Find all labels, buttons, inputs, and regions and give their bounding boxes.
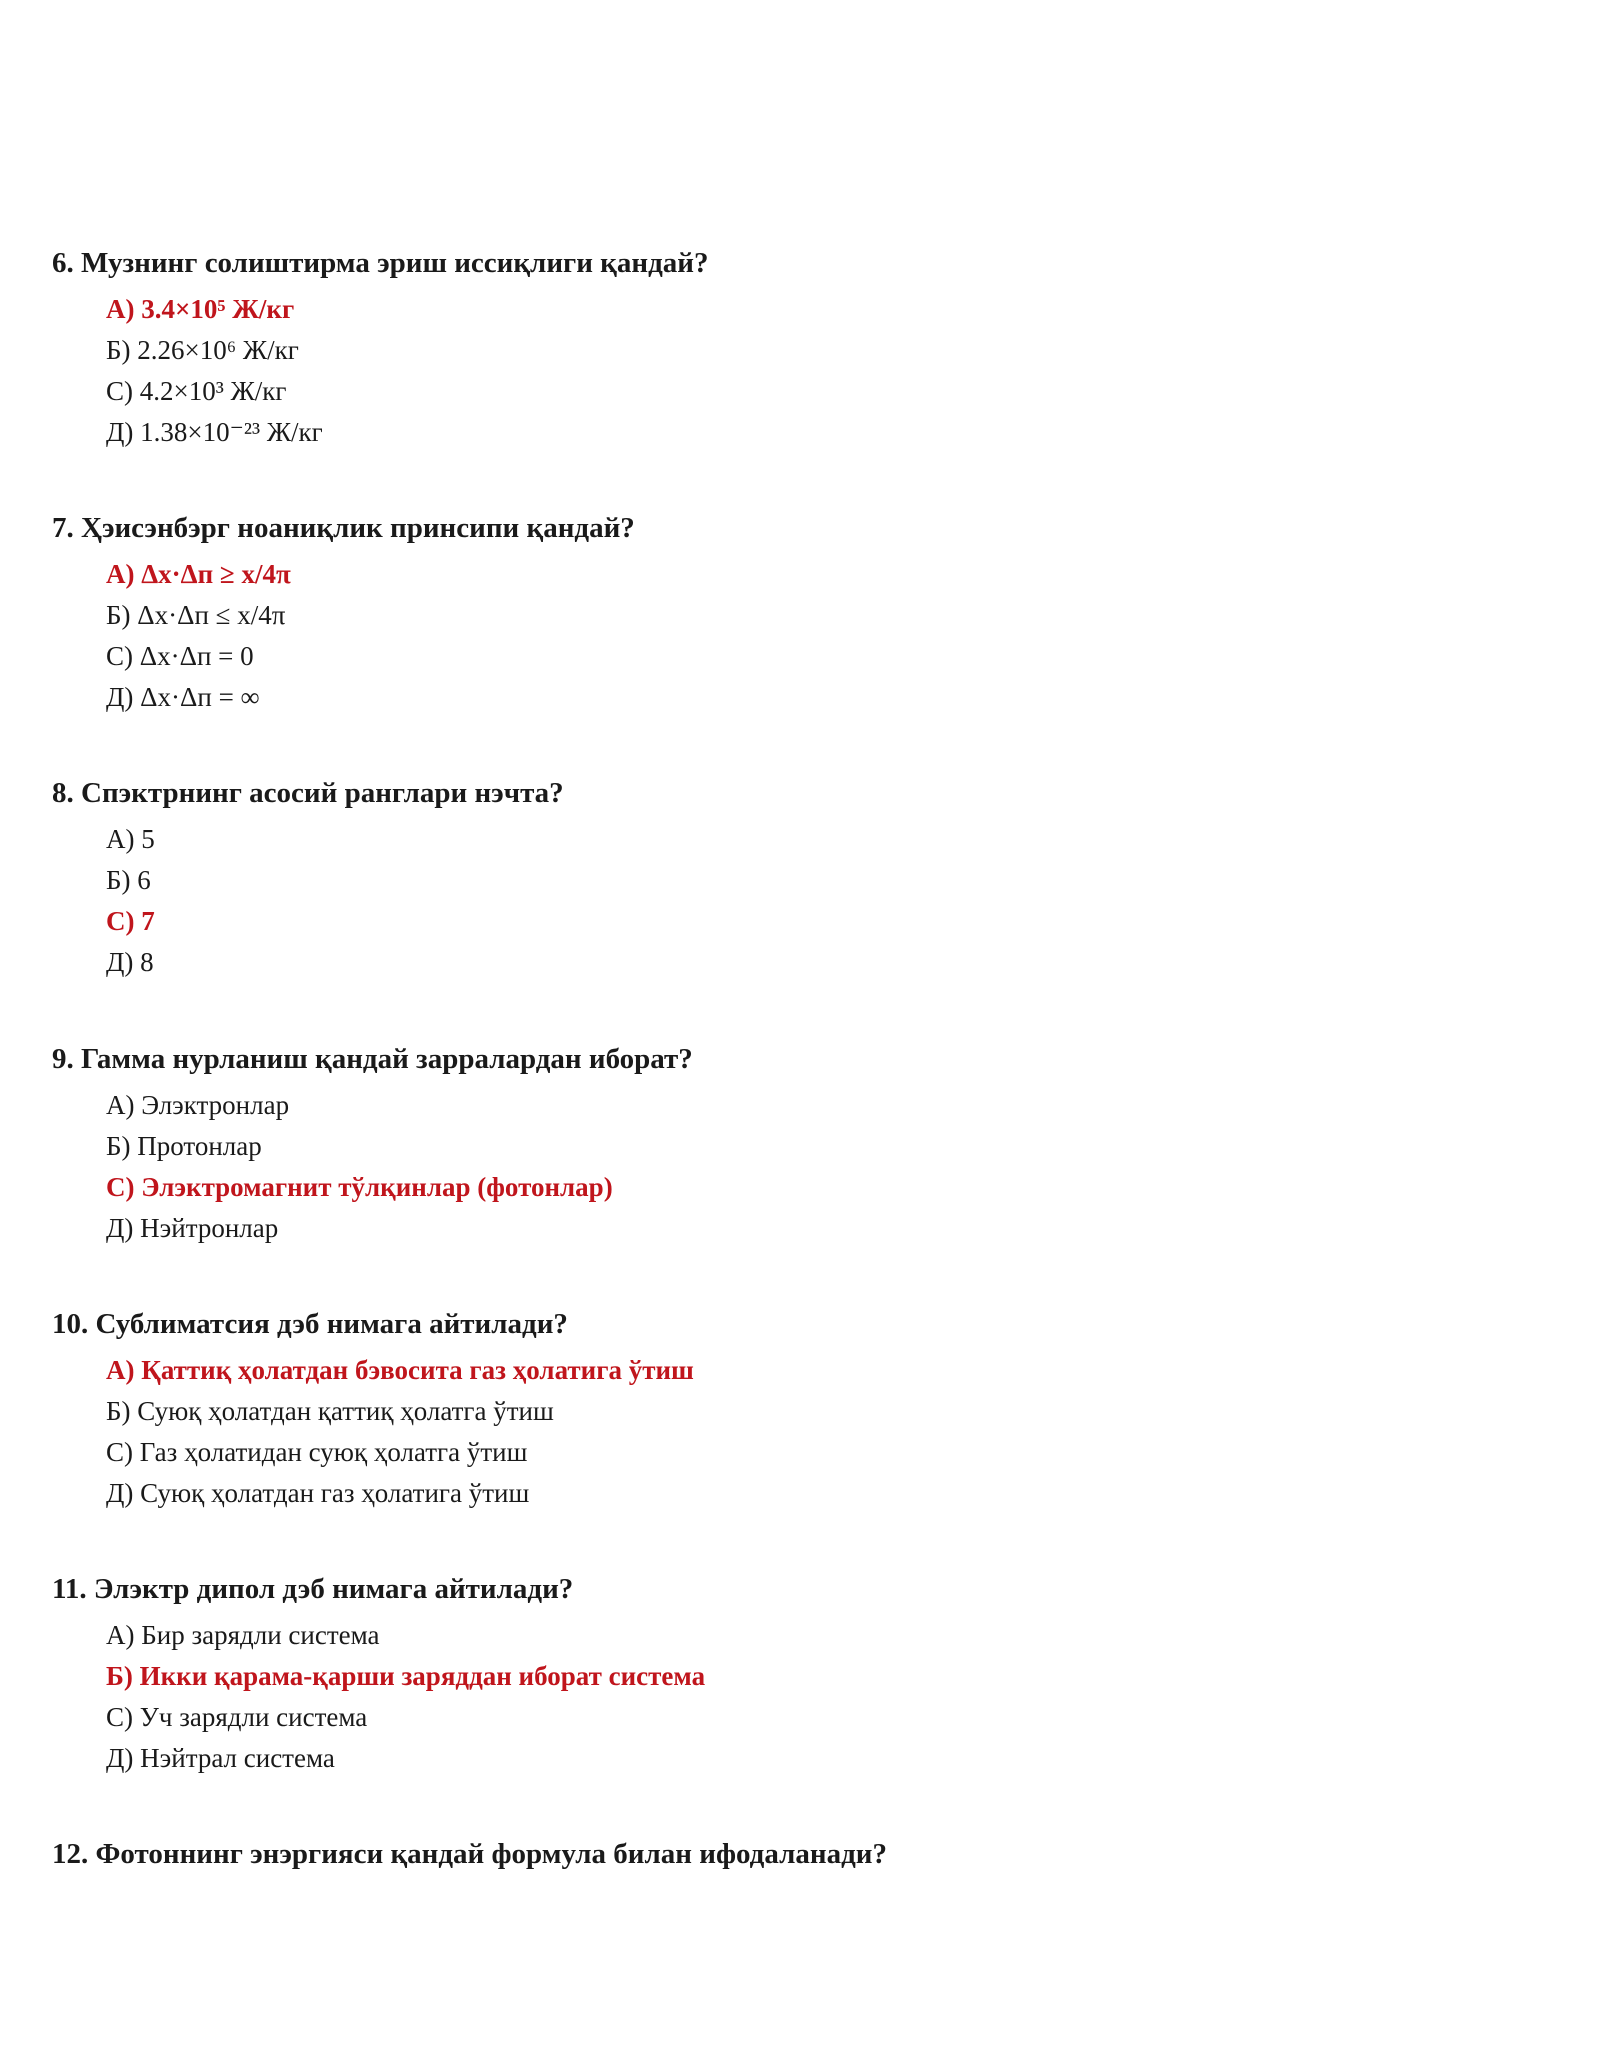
question-7 bbox=[52, 508, 1552, 718]
question-12 bbox=[52, 1834, 1552, 1874]
question-title: 12. Фотоннинг энэргияси қандай формула билан ифодаланади? bbox=[52, 1838, 887, 1870]
answer-option: Д) 8 bbox=[106, 947, 154, 977]
answer-option: С) 4.2×10³ Ж/кг bbox=[106, 376, 287, 406]
question-6 bbox=[52, 243, 1552, 453]
answer-option: А) Қаттиқ ҳолатдан бэвосита газ ҳолатига ўтиш bbox=[106, 1355, 694, 1385]
answer-option: С) Газ ҳолатидан суюқ ҳолатга ўтиш bbox=[106, 1437, 528, 1467]
answer-option: А) 3.4×10⁵ Ж/кг bbox=[106, 294, 295, 324]
answer-option: Д) 1.38×10⁻²³ Ж/кг bbox=[106, 417, 323, 447]
answer-option: Б) Протонлар bbox=[106, 1131, 262, 1161]
question-title: 10. Сублиматсия дэб нимага айтилади? bbox=[52, 1308, 568, 1340]
answer-option: С) Элэктромагнит тўлқинлар (фотонлар) bbox=[106, 1172, 613, 1202]
answer-option: А) Элэктронлар bbox=[106, 1090, 290, 1120]
answer-option: Б) Δх·Δп ≤ х/4π bbox=[106, 600, 286, 630]
question-9 bbox=[52, 1039, 1552, 1249]
question-title: 8. Спэктрнинг асосий ранглари нэчта? bbox=[52, 777, 564, 809]
question-title: 6. Музнинг солиштирма эриш иссиқлиги қандай? bbox=[52, 247, 709, 279]
answer-option: Д) Δх·Δп = ∞ bbox=[106, 682, 260, 712]
answer-option: Д) Нэйтрал система bbox=[106, 1743, 335, 1773]
question-title: 7. Ҳэисэнбэрг ноаниқлик принсипи қандай? bbox=[52, 512, 635, 544]
answer-option: Б) Суюқ ҳолатдан қаттиқ ҳолатга ўтиш bbox=[106, 1396, 554, 1426]
answer-options bbox=[106, 1085, 1552, 1249]
question-title: 9. Гамма нурланиш қандай зарралардан иборат? bbox=[52, 1043, 693, 1075]
answer-option: С) 7 bbox=[106, 906, 155, 936]
answer-option: Б) 6 bbox=[106, 865, 151, 895]
answer-options bbox=[106, 1615, 1552, 1779]
answer-option: Д) Нэйтронлар bbox=[106, 1213, 279, 1243]
answer-option: А) Бир зарядли система bbox=[106, 1620, 380, 1650]
question-8 bbox=[52, 773, 1552, 983]
answer-options bbox=[106, 554, 1552, 718]
answer-options bbox=[106, 289, 1552, 453]
answer-options bbox=[106, 819, 1552, 983]
answer-option: А) Δх·Δп ≥ х/4π bbox=[106, 559, 291, 589]
answer-option: А) 5 bbox=[106, 824, 155, 854]
answer-option: С) Δх·Δп = 0 bbox=[106, 641, 254, 671]
answer-option: Б) Икки қарама-қарши заряддан иборат система bbox=[106, 1661, 706, 1691]
question-10 bbox=[52, 1304, 1552, 1514]
answer-option: С) Уч зарядли система bbox=[106, 1702, 368, 1732]
answer-option: Б) 2.26×10⁶ Ж/кг bbox=[106, 335, 299, 365]
question-title: 11. Элэктр дипол дэб нимага айтилади? bbox=[52, 1573, 574, 1605]
answer-option: Д) Суюқ ҳолатдан газ ҳолатига ўтиш bbox=[106, 1478, 530, 1508]
answer-options bbox=[106, 1350, 1552, 1514]
question-11 bbox=[52, 1569, 1552, 1779]
